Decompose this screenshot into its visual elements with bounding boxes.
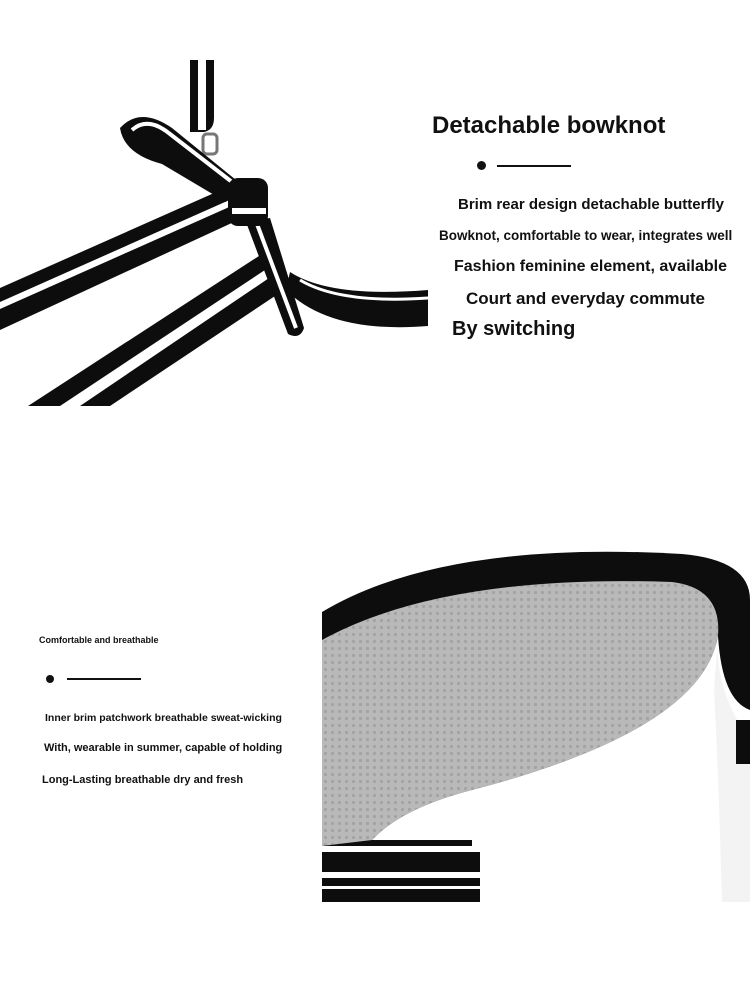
breathable-line-3: Long-Lasting breathable dry and fresh [42,774,244,786]
bowknot-line-1: Brim rear design detachable butterfly [458,196,724,213]
breathable-line-1: Inner brim patchwork breathable sweat-wicking [45,712,282,724]
divider-line [497,165,571,167]
visor-mesh-image [322,540,750,902]
bullet-dot [477,161,486,170]
bowknot-line-2: Bowknot, comfortable to wear, integrates well [439,228,733,243]
bowknot-line-4: Court and everyday commute [466,289,706,308]
divider-line [67,678,141,680]
bowknot-line-5: By switching [452,318,576,340]
section-title-bowknot: Detachable bowknot [432,112,666,139]
bowknot-strap-image [0,58,428,406]
bowknot-line-3: Fashion feminine element, available [454,258,727,275]
section-title-breathable: Comfortable and breathable [39,635,159,645]
breathable-line-2: With, wearable in summer, capable of holding [44,742,283,754]
bullet-dot [46,675,54,683]
